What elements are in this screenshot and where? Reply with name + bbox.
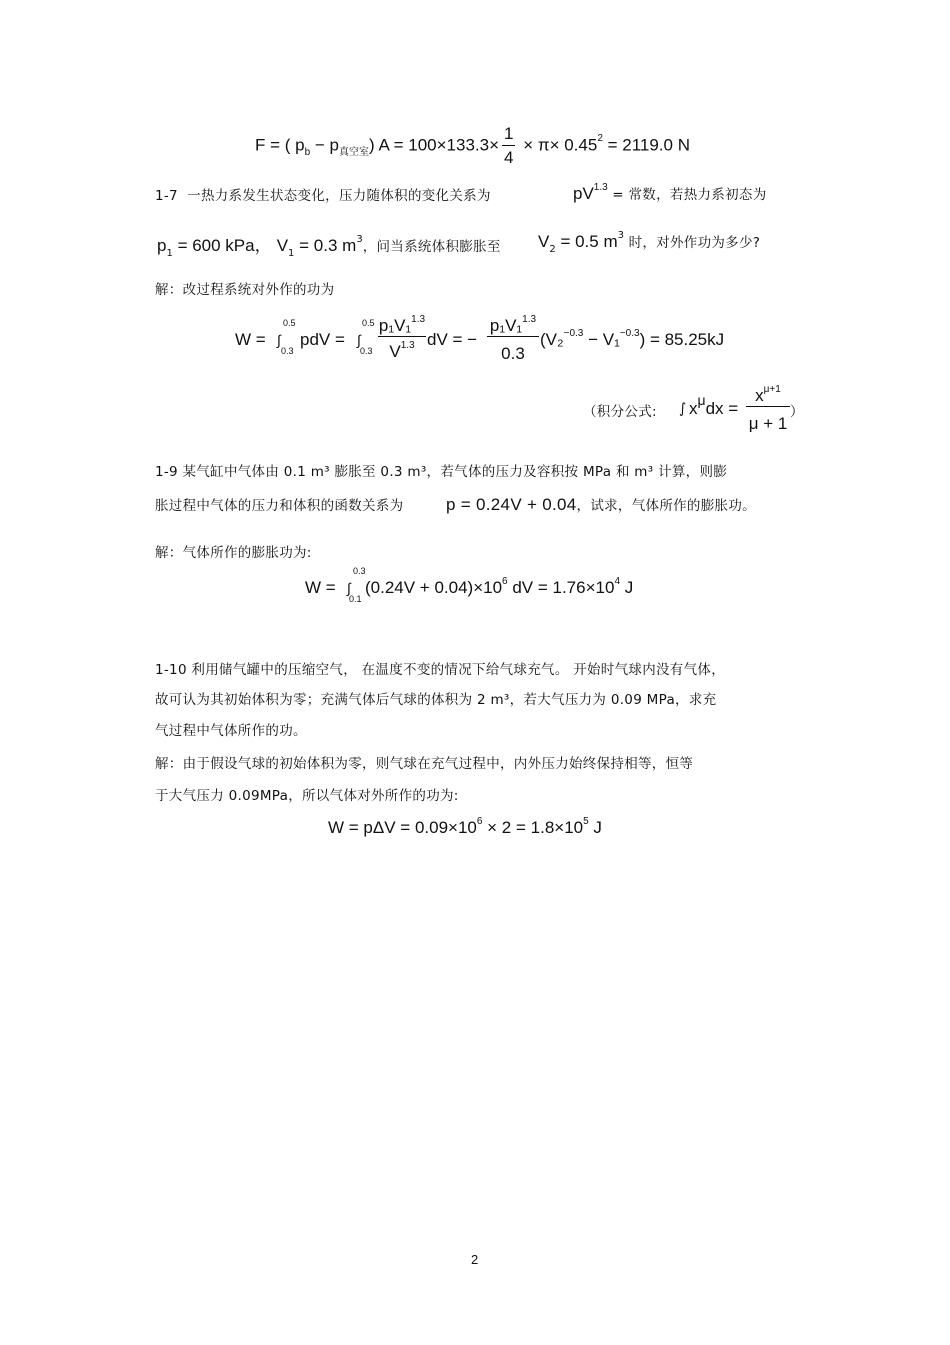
p1-sub: 1 xyxy=(166,248,173,259)
problem-1-7-relation xyxy=(573,183,767,204)
problem-1-7-line1 xyxy=(155,184,491,204)
frac3-num xyxy=(487,316,539,337)
p1-val: = 600 kPa， xyxy=(172,236,272,255)
force-eq-frac-num: 1 xyxy=(502,124,515,146)
sol19-body-text: (0.24V + 0.04)×10 xyxy=(365,578,503,597)
frac2-num xyxy=(378,316,426,337)
v2-var: V xyxy=(538,232,550,251)
relation-exp: 1.3 xyxy=(593,182,608,193)
solution-1-10-equation xyxy=(328,818,602,838)
force-eq-sub-vac: 真空室 xyxy=(339,147,370,159)
v1-exp: 3 xyxy=(356,234,363,245)
frac3-den: 0.3 xyxy=(501,344,525,363)
v2-exp: 3 xyxy=(617,230,624,241)
problem-1-9-line2 xyxy=(155,494,756,515)
frac2-num-exp: 1.3 xyxy=(411,314,426,325)
sol19-upper: 0.3 xyxy=(353,566,366,576)
problem-1-7-line2 xyxy=(157,231,501,259)
force-eq-exp: 2 xyxy=(597,133,603,145)
formula-num xyxy=(746,386,790,407)
frac2-num-text: p₁V₁ xyxy=(378,316,412,335)
frac3-num-text: p₁V₁ xyxy=(489,316,523,335)
frac2-den-exp: 1.3 xyxy=(400,340,415,351)
problem-1-7-text1: 一热力系发生状态变化，压力随体积的变化关系为 xyxy=(187,188,491,204)
solution-1-7-intro: 解：改过程系统对外作的功为 xyxy=(155,282,335,298)
problem-1-9-line1: 1-9 某气缸中气体由 0.1 m³ 膨胀至 0.3 m³，若气体的压力及容积按 MPa 和 m³ 计算，则膨 xyxy=(155,464,728,480)
relation-pv: pV xyxy=(573,184,594,203)
dv-minus: dV = − xyxy=(427,330,478,349)
sol110-unit: J xyxy=(588,818,602,837)
problem-1-7-text2: ，若热力系初态为 xyxy=(656,187,767,203)
problem-1-7-line2-right xyxy=(538,230,761,255)
problem-1-9-line2b: ，试求，气体所作的膨胀功。 xyxy=(576,498,756,514)
sol17-result: ) = 85.25kJ xyxy=(639,330,725,349)
problem-1-7-label: 1-7 xyxy=(155,188,178,204)
problem-1-10-line2: 故可认为其初始体积为零；充满气体后气球的体积为 2 m³，若大气压力为 0.09 MPa，求充 xyxy=(155,692,717,708)
sol110-exp1: 6 xyxy=(476,816,483,827)
integral-formula-note xyxy=(583,386,813,436)
p1-var: p xyxy=(157,236,167,255)
force-eq-fraction xyxy=(502,124,515,168)
sol110-exp2: 5 xyxy=(583,816,589,827)
int2-lower: 0.3 xyxy=(360,346,373,356)
sol110-eq-a: W = pΔV = 0.09×10 xyxy=(328,818,477,837)
formula-num-x: x xyxy=(755,386,764,405)
paren-expr xyxy=(540,330,724,350)
force-eq-result: = 2119.0 N xyxy=(602,135,690,155)
paren-v2: (V₂ xyxy=(540,330,564,349)
force-eq-minus: − p xyxy=(310,135,340,155)
problem-1-7-text4: 时，对外作功为多少? xyxy=(623,235,761,251)
problem-1-7-text3: ，问当系统体积膨胀至 xyxy=(362,239,501,255)
integral-icon-2: ∫ xyxy=(357,332,361,348)
sol19-integral-icon: ∫ xyxy=(347,580,351,596)
formula-mu: μ xyxy=(697,392,706,408)
page-number: 2 xyxy=(471,1252,479,1267)
force-eq-mid: ) A = 100×133.3× xyxy=(369,135,499,155)
solution-1-9-equation xyxy=(305,566,705,606)
integral-icon: ∫ xyxy=(277,332,281,348)
frac2-den-text: V xyxy=(389,342,401,361)
v1-val: = 0.3 m xyxy=(294,236,357,255)
sol19-w: W = xyxy=(305,578,336,597)
v1-sub: 1 xyxy=(288,248,295,259)
v2-sub: 2 xyxy=(549,244,556,255)
solution-1-10-line1: 解：由于假设气球的初始体积为零，则气球在充气过程中，内外压力始终保持相等，恒等 xyxy=(155,756,694,772)
sol19-unit: J xyxy=(620,578,634,597)
frac2-den xyxy=(378,342,426,362)
pressure-function: p = 0.24V + 0.04 xyxy=(446,495,577,514)
force-eq-frac-den: 4 xyxy=(504,148,514,167)
pdv: pdV = xyxy=(300,330,345,349)
formula-close: ） xyxy=(790,404,804,420)
sol19-lower: 0.1 xyxy=(349,594,362,604)
formula-lhs xyxy=(689,392,739,419)
formula-open: （积分公式: xyxy=(583,404,657,420)
sol19-mid: dV = 1.76×10 xyxy=(507,578,615,597)
minus-v1: − V₁ xyxy=(583,330,620,349)
int1-upper: 0.5 xyxy=(283,318,296,328)
sol19-exp1: 6 xyxy=(502,576,508,587)
force-eq-left: F = ( p xyxy=(255,135,305,155)
w-label: W = xyxy=(235,330,266,349)
frac3-num-exp: 1.3 xyxy=(522,314,537,325)
problem-1-10-line1: 1-10 利用储气罐中的压缩空气， 在温度不变的情况下给气球充气。 开始时气球内没有气体， xyxy=(155,662,726,678)
problem-1-10-line3: 气过程中气体所作的功。 xyxy=(155,723,307,739)
force-eq-sub-b: b xyxy=(304,147,311,159)
sol19-exp2: 4 xyxy=(614,576,620,587)
formula-den: μ + 1 xyxy=(748,414,788,433)
formula-num-exp: μ+1 xyxy=(763,384,781,395)
solution-1-10-line2: 于大气压力 0.09MPa，所以气体对外所作的功为: xyxy=(155,788,459,804)
force-equation xyxy=(255,124,690,168)
v2-val: = 0.5 m xyxy=(555,232,618,251)
int2-upper: 0.5 xyxy=(362,318,375,328)
formula-dx: dx = xyxy=(705,399,739,418)
sol110-eq-b: × 2 = 1.8×10 xyxy=(482,818,584,837)
v1-neg-exp: −0.3 xyxy=(619,328,640,339)
relation-const: = 常数 xyxy=(607,187,657,203)
formula-integral-icon: ∫ xyxy=(679,401,687,417)
sol19-body xyxy=(365,578,633,598)
formula-x: x xyxy=(689,399,698,418)
problem-1-9-line2a: 胀过程中气体的压力和体积的函数关系为 xyxy=(155,498,404,514)
v1-var: V xyxy=(276,236,289,255)
v2-neg-exp: −0.3 xyxy=(563,328,584,339)
int1-lower: 0.3 xyxy=(281,346,294,356)
solution-1-9-intro: 解：气体所作的膨胀功为: xyxy=(155,545,312,561)
force-eq-pi: × π× 0.45 xyxy=(518,135,598,155)
